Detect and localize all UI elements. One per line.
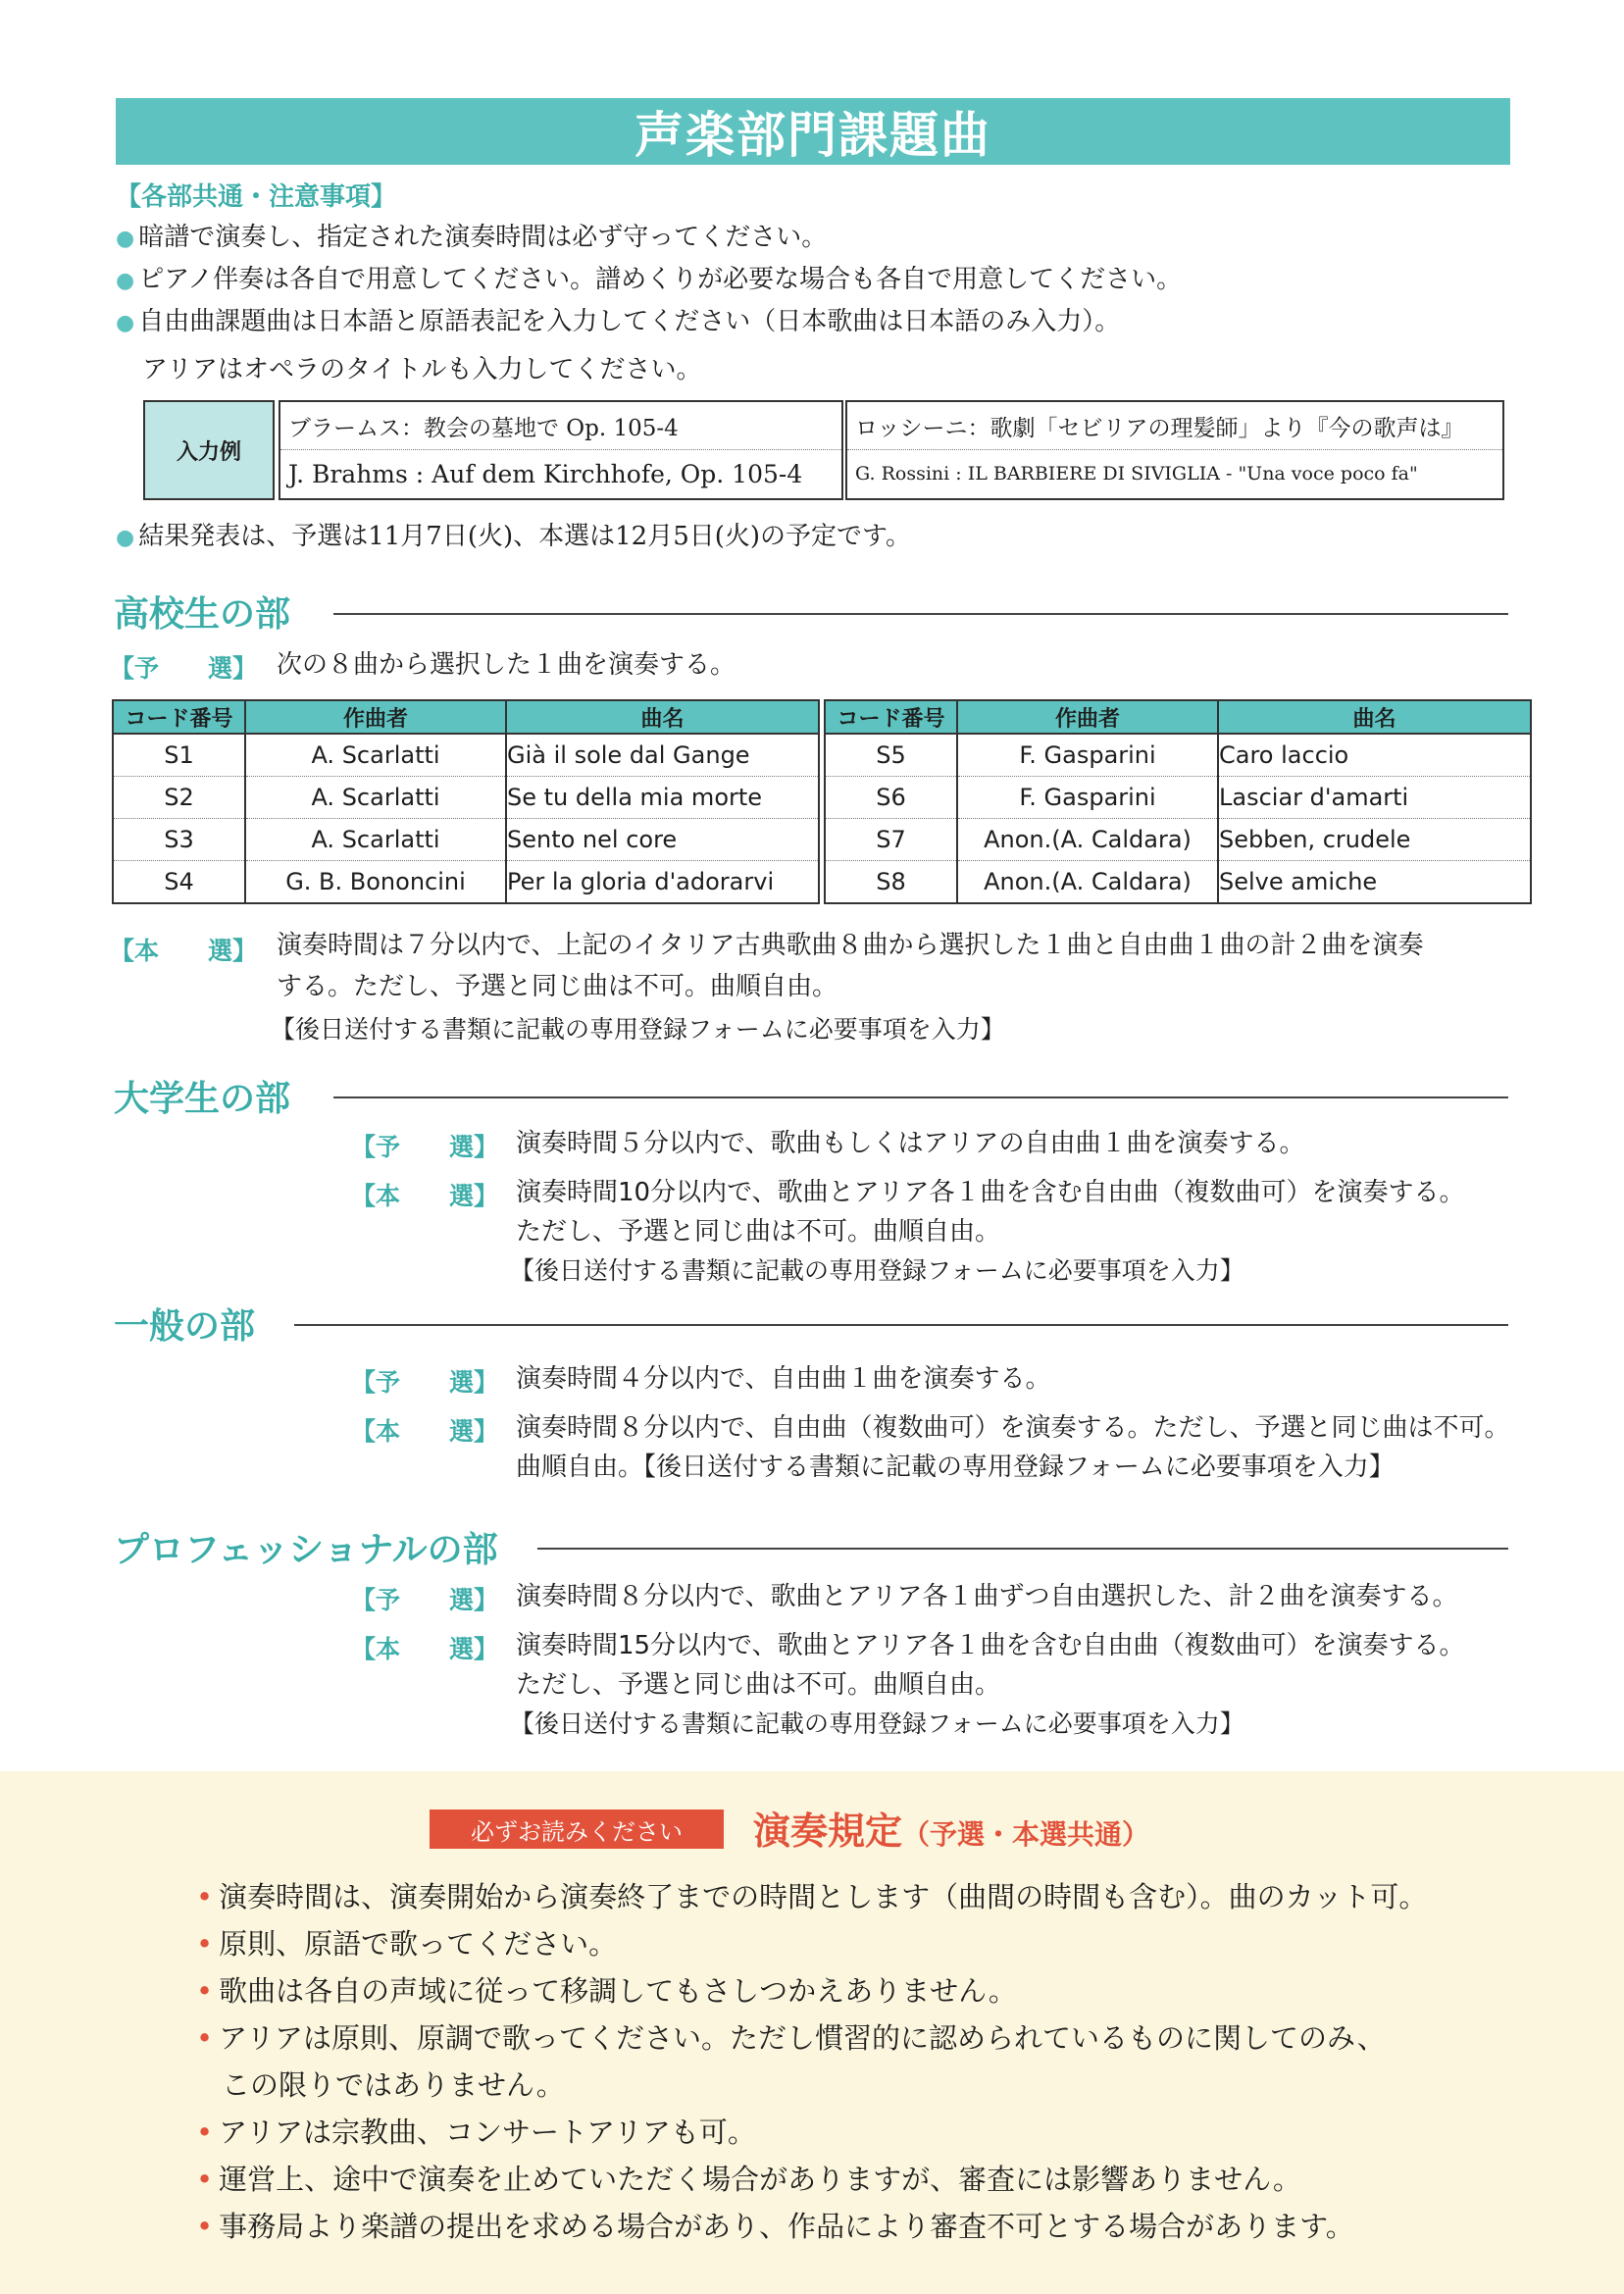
final-line: する。ただし、予選と同じ曲は不可。曲順自由。 <box>277 972 838 1001</box>
table-row <box>113 734 819 777</box>
rule-text: 運営上、途中で演奏を止めていただく場合がありますが、審査には影響ありません。 <box>219 2163 1301 2196</box>
result-notice <box>116 520 911 555</box>
bullet-icon: • <box>196 2163 214 2196</box>
final-line: 演奏時間15分以内で、歌曲とアリア各１曲を含む自由曲（複数曲可）を演奏する。 <box>516 1631 1465 1660</box>
song-composer: A. Scarlatti <box>245 734 506 777</box>
example-left-japanese: ブラームス：教会の墓地で Op. 105-4 <box>280 402 841 450</box>
table-row <box>825 777 1531 819</box>
notices-heading: 【各部共通・注意事項】 <box>116 182 397 212</box>
bullet-icon: ● <box>116 227 135 251</box>
song-composer: F. Gasparini <box>957 734 1218 777</box>
rule-item <box>196 2158 1301 2198</box>
song-title: Lasciar d'amarti <box>1218 777 1531 819</box>
example-right-original: G. Rossini : IL BARBIERE DI SIVIGLIA - "Una voce poco fa" <box>855 463 1418 484</box>
song-composer: G. B. Bononcini <box>245 861 506 904</box>
song-composer: Anon.(A. Caldara) <box>957 819 1218 861</box>
example-right-japanese: ロッシーニ：歌劇「セビリアの理髪師」より『今の歌声は』 <box>847 402 1502 450</box>
rule-text: 歌曲は各自の声域に従って移調してもさしつかえありません。 <box>219 1974 1017 2008</box>
prelim-tag: 【予 選】 <box>351 1133 499 1161</box>
final-line: 演奏時間８分以内で、自由曲（複数曲可）を演奏する。ただし、予選と同じ曲は不可。 <box>516 1413 1510 1443</box>
song-code: S5 <box>825 734 957 777</box>
table-row <box>113 861 819 904</box>
song-title: Selve amiche <box>1218 861 1531 904</box>
bullet-icon: ● <box>116 269 135 293</box>
rule-item <box>196 1875 1427 1915</box>
rule-text: 原則、原語で歌ってください。 <box>219 1927 618 1961</box>
song-title: Se tu della mia morte <box>506 777 819 819</box>
song-composer: Anon.(A. Caldara) <box>957 861 1218 904</box>
section-divider <box>333 1096 1508 1098</box>
table-row <box>113 819 819 861</box>
page-title: 声楽部門課題曲 <box>116 98 1510 165</box>
final-line: ただし、予選と同じ曲は不可。曲順自由。 <box>516 1670 1001 1700</box>
section-divider <box>333 613 1508 615</box>
header-title: 曲名 <box>506 700 819 734</box>
notice-text: ピアノ伴奏は各自で用意してください。譜めくりが必要な場合も各自で用意してください。 <box>138 265 1183 294</box>
prelim-text: 演奏時間８分以内で、歌曲とアリア各１曲ずつ自由選択した、計２曲を演奏する。 <box>516 1582 1458 1611</box>
header-code: コード番号 <box>113 700 245 734</box>
song-composer: A. Scarlatti <box>245 819 506 861</box>
rule-item <box>196 2205 1354 2245</box>
prelim-tag: 【予 選】 <box>110 654 258 683</box>
final-tag: 【本 選】 <box>351 1635 499 1663</box>
bullet-icon: • <box>196 1880 214 1913</box>
header-title: 曲名 <box>1218 700 1531 734</box>
notice-item <box>116 305 1120 340</box>
song-title: Per la gloria d'adorarvi <box>506 861 819 904</box>
must-read-badge: 必ずお読みください <box>430 1810 724 1849</box>
song-title: Sento nel core <box>506 819 819 861</box>
header-composer: 作曲者 <box>245 700 506 734</box>
rule-text: 事務局より楽譜の提出を求める場合があり、作品により審査不可とする場合があります。 <box>219 2210 1354 2243</box>
notice-item <box>116 263 1182 298</box>
bullet-icon: • <box>196 1974 214 2008</box>
final-note: 【後日送付する書類に記載の専用登録フォームに必要事項を入力】 <box>510 1256 1244 1285</box>
rules-subtitle: （予選・本選共通） <box>902 1818 1150 1851</box>
song-code: S6 <box>825 777 957 819</box>
song-title: Sebben, crudele <box>1218 819 1531 861</box>
example-right-box <box>845 400 1504 500</box>
rules-title-text: 演奏規定 <box>753 1810 903 1853</box>
song-code: S7 <box>825 819 957 861</box>
final-line: 演奏時間10分以内で、歌曲とアリア各１曲を含む自由曲（複数曲可）を演奏する。 <box>516 1178 1465 1207</box>
rule-text: 演奏時間は、演奏開始から演奏終了までの時間とします（曲間の時間も含む）。曲のカット可。 <box>219 1880 1428 1913</box>
example-left-box <box>279 400 843 500</box>
final-line: ただし、予選と同じ曲は不可。曲順自由。 <box>516 1217 1001 1247</box>
section-divider <box>294 1324 1508 1326</box>
prelim-text: 次の８曲から選択した１曲を演奏する。 <box>277 650 736 680</box>
rules-title <box>753 1801 1149 1855</box>
bullet-icon: • <box>196 2210 214 2243</box>
section-heading-highschool: 高校生の部 <box>114 594 291 635</box>
notice-continuation: アリアはオペラのタイトルも入力してください。 <box>142 355 702 384</box>
table-row <box>113 777 819 819</box>
song-code: S1 <box>113 734 245 777</box>
final-tag: 【本 選】 <box>110 937 258 965</box>
section-heading-university: 大学生の部 <box>114 1079 291 1119</box>
rule-item <box>196 1922 617 1963</box>
section-heading-professional: プロフェッショナルの部 <box>114 1530 498 1570</box>
example-left-original: J. Brahms : Auf dem Kirchhofe, Op. 105-4 <box>288 459 803 488</box>
notice-text: 自由曲課題曲は日本語と原語表記を入力してください（日本歌曲は日本語のみ入力）。 <box>138 307 1121 336</box>
final-note: 【後日送付する書類に記載の専用登録フォームに必要事項を入力】 <box>271 1015 1005 1044</box>
song-code: S4 <box>113 861 245 904</box>
song-table-right <box>824 699 1532 904</box>
rule-continuation: この限りではありません。 <box>222 2068 565 2102</box>
header-composer: 作曲者 <box>957 700 1218 734</box>
table-row <box>825 734 1531 777</box>
final-note: 【後日送付する書類に記載の専用登録フォームに必要事項を入力】 <box>510 1709 1244 1738</box>
final-tag: 【本 選】 <box>351 1182 499 1210</box>
rule-item <box>196 1969 1017 2010</box>
result-text: 結果発表は、予選は11月7日(火)、本選は12月5日(火)の予定です。 <box>138 522 911 551</box>
song-code: S2 <box>113 777 245 819</box>
prelim-tag: 【予 選】 <box>351 1586 499 1614</box>
song-table-left <box>112 699 820 904</box>
section-heading-general: 一般の部 <box>114 1306 256 1347</box>
table-row <box>825 819 1531 861</box>
notice-text: 暗譜で演奏し、指定された演奏時間は必ず守ってください。 <box>138 223 828 252</box>
song-title: Già il sole dal Gange <box>506 734 819 777</box>
header-code: コード番号 <box>825 700 957 734</box>
song-code: S3 <box>113 819 245 861</box>
song-code: S8 <box>825 861 957 904</box>
bullet-icon: • <box>196 2021 214 2055</box>
bullet-icon: ● <box>116 311 135 335</box>
example-label: 入力例 <box>143 400 275 500</box>
song-composer: A. Scarlatti <box>245 777 506 819</box>
song-title: Caro laccio <box>1218 734 1531 777</box>
final-line: 演奏時間は７分以内で、上記のイタリア古典歌曲８曲から選択した１曲と自由曲１曲の計２曲を演奏 <box>277 931 1424 960</box>
section-divider <box>537 1548 1508 1550</box>
final-line: 曲順自由。【後日送付する書類に記載の専用登録フォームに必要事項を入力】 <box>516 1453 1395 1482</box>
rule-text: アリアは宗教曲、コンサートアリアも可。 <box>219 2116 756 2149</box>
table-row <box>825 861 1531 904</box>
prelim-text: 演奏時間５分以内で、歌曲もしくはアリアの自由曲１曲を演奏する。 <box>516 1129 1305 1158</box>
rule-text: アリアは原則、原調で歌ってください。ただし慣習的に認められているものに関してのみ、 <box>219 2021 1386 2055</box>
song-composer: F. Gasparini <box>957 777 1218 819</box>
bullet-icon: ● <box>116 526 135 550</box>
rule-item <box>196 2111 756 2151</box>
prelim-tag: 【予 選】 <box>351 1368 499 1397</box>
prelim-text: 演奏時間４分以内で、自由曲１曲を演奏する。 <box>516 1364 1051 1394</box>
final-tag: 【本 選】 <box>351 1417 499 1446</box>
bullet-icon: • <box>196 1927 214 1961</box>
bullet-icon: • <box>196 2116 214 2149</box>
rule-item <box>196 2016 1386 2057</box>
notice-item <box>116 221 827 256</box>
